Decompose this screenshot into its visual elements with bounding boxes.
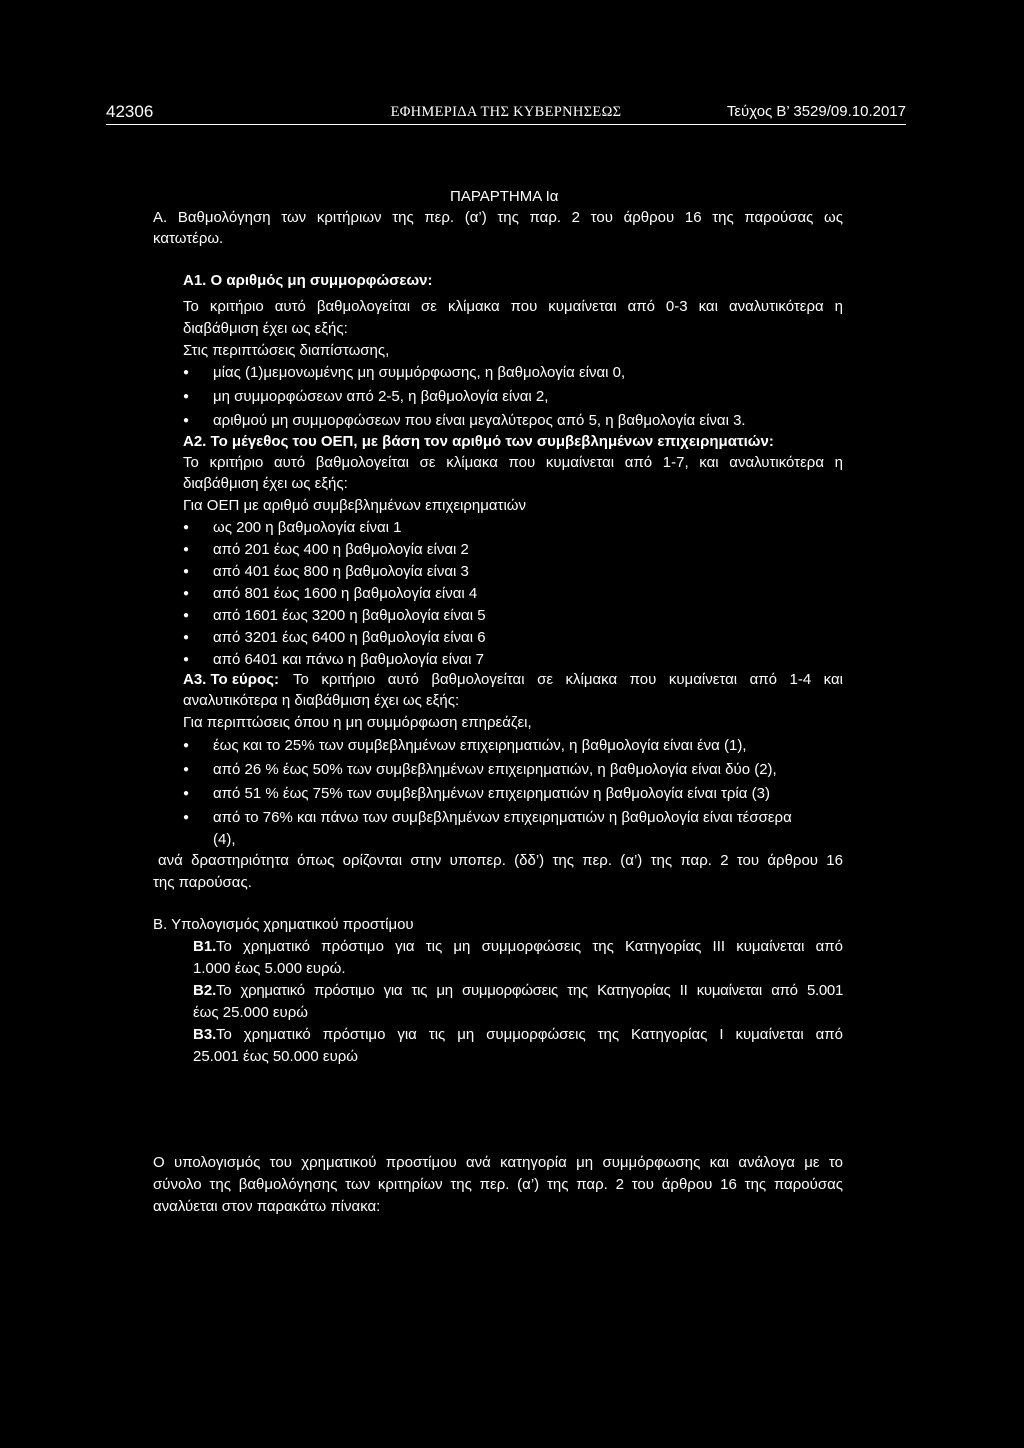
a2-paragraph-line3: Για ΟΕΠ με αριθμό συμβεβλημένων επιχειρηματιών	[183, 497, 527, 514]
bullet-icon: ●	[183, 522, 190, 533]
page-number: 42306	[106, 102, 154, 121]
bullet-icon: ●	[183, 391, 190, 402]
section-a-line2: κατωτέρω.	[153, 230, 224, 247]
issue-info: Τεύχος Β’ 3529/09.10.2017	[726, 103, 906, 120]
a2-list-item: από 401 έως 800 η βαθμολογία είναι 3	[213, 563, 469, 580]
a3-paragraph-line2: αναλυτικότερα η διαβάθμιση έχει ως εξής:	[183, 692, 460, 709]
a3-list-item: από 26 % έως 50% των συμβεβλημένων επιχειρηματιών, η βαθμολογία είναι δύο (2),	[213, 761, 777, 778]
bullet-icon: ●	[183, 566, 190, 577]
a2-list-item: από 3201 έως 6400 η βαθμολογία είναι 6	[213, 629, 486, 646]
b3-line1: Το χρηματικό πρόστιμο για τις μη συμμορφώσεις της Κατηγορίας Ι κυμαίνεται από	[216, 1026, 843, 1043]
a1-paragraph-line2: διαβάθμιση έχει ως εξής:	[183, 320, 348, 337]
b2-line1: Το χρηματικό πρόστιμο για τις μη συμμορφώσεις της Κατηγορίας ΙΙ κυμαίνεται από 5.001	[216, 982, 843, 999]
a2-list-item: από 201 έως 400 η βαθμολογία είναι 2	[213, 541, 469, 558]
a1-paragraph-line3: Στις περιπτώσεις διαπίστωσης,	[183, 342, 390, 359]
b2-label: Β2.	[193, 982, 217, 999]
b1-line2: 1.000 έως 5.000 ευρώ.	[193, 960, 346, 977]
a3-paragraph-line1: Το κριτήριο αυτό βαθμολογείται σε κλίμακα που κυμαίνεται από 1-4 και	[293, 671, 843, 688]
annex-title: ΠΑΡΑΡΤΗΜΑ Ια	[450, 188, 559, 205]
bullet-icon: ●	[183, 610, 190, 621]
a2-list-item: από 6401 και πάνω η βαθμολογία είναι 7	[213, 651, 484, 668]
a2-list-item: από 1601 έως 3200 η βαθμολογία είναι 5	[213, 607, 486, 624]
bullet-icon: ●	[183, 632, 190, 643]
bullet-icon: ●	[183, 812, 190, 823]
a2-title: Το μέγεθος του ΟΕΠ, με βάση τον αριθμό των συμβεβλημένων επιχειρηματιών:	[210, 433, 774, 450]
a2-paragraph-line2: διαβάθμιση έχει ως εξής:	[183, 475, 348, 492]
a1-list-item: μη συμμορφώσεων από 2-5, η βαθμολογία είναι 2,	[213, 388, 549, 405]
b1-label: Β1.	[193, 938, 217, 955]
a2-list-item: ως 200 η βαθμολογία είναι 1	[213, 519, 402, 536]
b3-line2: 25.001 έως 50.000 ευρώ	[193, 1048, 359, 1065]
a3-list-item: από το 76% και πάνω των συμβεβλημένων επιχειρηματιών η βαθμολογία είναι τέσσερα	[213, 809, 792, 826]
a2-paragraph-line1: Το κριτήριο αυτό βαθμολογείται σε κλίμακα που κυμαίνεται από 1-7, και αναλυτικότερα η	[183, 454, 843, 471]
a2-heading	[183, 431, 774, 452]
bullet-icon: ●	[183, 788, 190, 799]
section-b-heading: Β. Υπολογισμός χρηματικού προστίμου	[153, 916, 414, 933]
a2-list-item: από 801 έως 1600 η βαθμολογία είναι 4	[213, 585, 478, 602]
a1-list-item: αριθμού μη συμμορφώσεων που είναι μεγαλύτερος από 5, η βαθμολογία είναι 3.	[213, 412, 746, 429]
bullet-icon: ●	[183, 740, 190, 751]
a3-list-item: από 51 % έως 75% των συμβεβλημένων επιχειρηματιών η βαθμολογία είναι τρία (3)	[213, 785, 770, 802]
a3-list-item-continuation: (4),	[213, 831, 236, 848]
a3-list-item: έως και το 25% των συμβεβλημένων επιχειρηματιών, η βαθμολογία είναι ένα (1),	[213, 737, 747, 754]
a1-heading: Α1. Ο αριθμός μη συμμορφώσεων:	[183, 272, 433, 289]
b3-label: Β3.	[193, 1026, 217, 1043]
bullet-icon: ●	[183, 654, 190, 665]
header-rule	[106, 124, 906, 125]
a2-label: Α2.	[183, 433, 207, 450]
a3-paragraph-line3: Για περιπτώσεις όπου η μη συμμόρφωση επηρεάζει,	[183, 714, 532, 731]
bullet-icon: ●	[183, 764, 190, 775]
final-paragraph-line3: αναλύεται στον παρακάτω πίνακα:	[153, 1198, 381, 1215]
bullet-icon: ●	[183, 544, 190, 555]
bullet-icon: ●	[183, 588, 190, 599]
a1-list-item: μίας (1)μεμονωμένης μη συμμόρφωσης, η βαθμολογία είναι 0,	[213, 364, 626, 381]
b2-line2: έως 25.000 ευρώ	[193, 1004, 308, 1021]
a3-closing-line1: ανά δραστηριότητα όπως ορίζονται στην υποπερ. (δδ’) της περ. (α’) της παρ. 2 του άρθρου 16	[158, 852, 843, 869]
section-a-line1: Α. Βαθμολόγηση των κριτήριων της περ. (α’) της παρ. 2 του άρθρου 16 της παρούσας ως	[153, 209, 843, 226]
b1-line1: Το χρηματικό πρόστιμο για τις μη συμμορφώσεις της Κατηγορίας ΙΙΙ κυμαίνεται από	[216, 938, 843, 955]
a3-heading: Α3. Το εύρος:	[183, 671, 279, 688]
a1-paragraph-line1: Το κριτήριο αυτό βαθμολογείται σε κλίμακα που κυμαίνεται από 0-3 και αναλυτικότερα η	[183, 298, 843, 315]
bullet-icon: ●	[183, 367, 190, 378]
gazette-title: ΕΦΗΜΕΡΙΔΑ ΤΗΣ ΚΥΒΕΡΝΗΣΕΩΣ	[390, 104, 622, 120]
final-paragraph-line1: Ο υπολογισμός του χρηματικού προστίμου ανά κατηγορία μη συμμόρφωσης και ανάλογα με το	[153, 1154, 843, 1171]
bullet-icon: ●	[183, 415, 190, 426]
final-paragraph-line2: σύνολο της βαθμολόγησης των κριτηρίων της περ. (α’) της παρ. 2 του άρθρου 16 της παρούσας	[153, 1176, 843, 1193]
page-header	[106, 102, 906, 124]
a3-closing-line2: της παρούσας.	[153, 874, 252, 891]
